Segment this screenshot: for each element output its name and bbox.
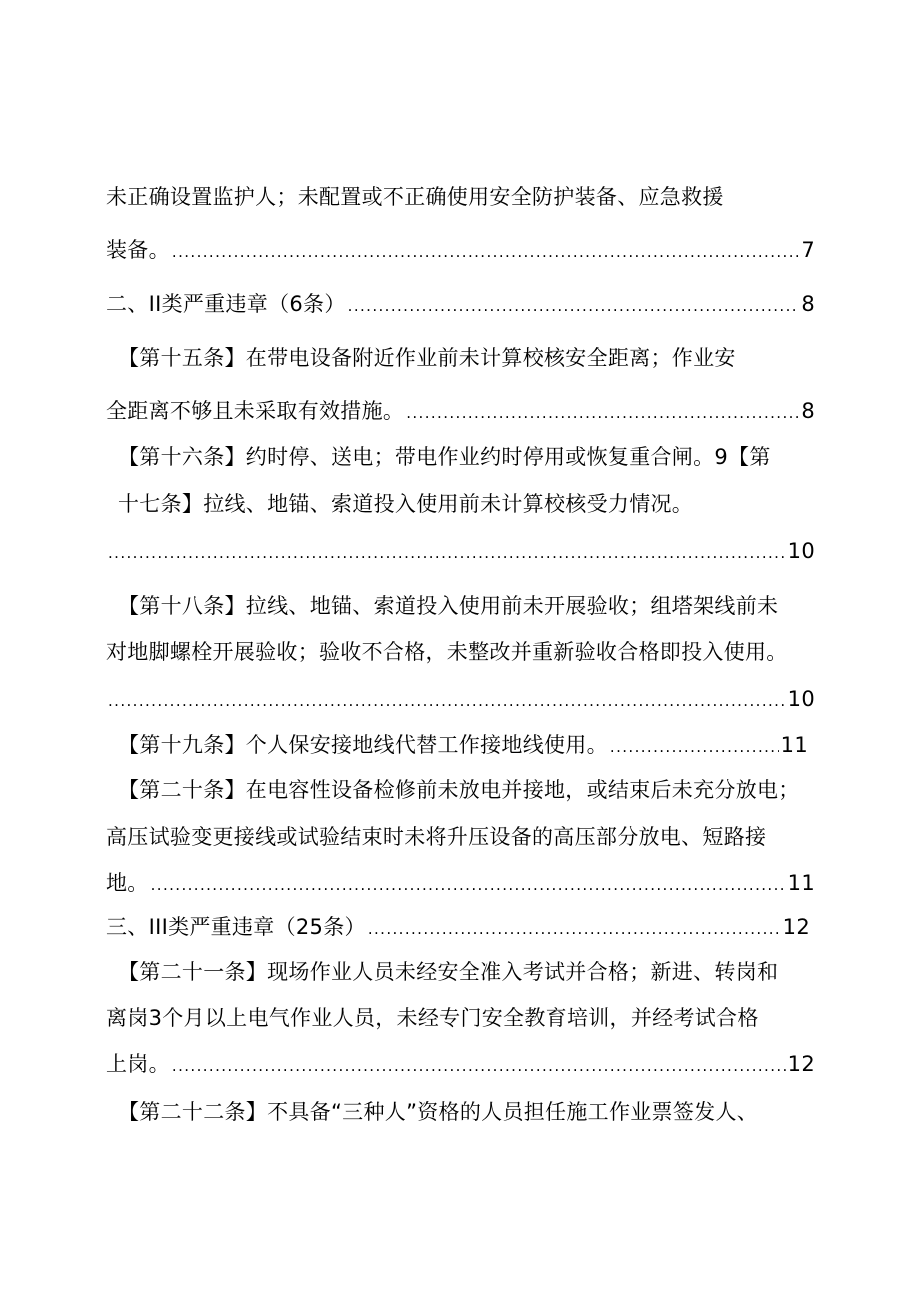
page-number: 8 (801, 399, 815, 423)
toc-section-title: 三、III类严重违章（25条） (106, 915, 366, 939)
toc-entry-article-20-end (106, 869, 815, 899)
dot-leader (151, 871, 786, 899)
page-number: 12 (787, 1052, 815, 1076)
dot-leader (108, 687, 786, 715)
dot-leader (108, 539, 786, 567)
toc-line-9: 【第十八条】拉线、地锚、索道投入使用前未开展验收；组塔架线前未 (118, 594, 779, 618)
dot-leader (368, 915, 781, 943)
toc-line-1: 未正确设置监护人；未配置或不正确使用安全防护装备、应急救援 (106, 185, 724, 209)
toc-entry-text: 上岗。 (106, 1052, 170, 1076)
toc-entry-text: 地。 (106, 871, 149, 895)
toc-section-2 (106, 290, 815, 320)
toc-section-title: 二、II类严重违章（6条） (106, 292, 346, 316)
page-number: 8 (801, 292, 815, 316)
page-number: 11 (780, 733, 808, 757)
page-number: 11 (787, 871, 815, 895)
toc-entry-article-14-end (106, 236, 815, 266)
toc-entry-text: 【第十九条】个人保安接地线代替工作接地线使用。 (118, 733, 608, 757)
toc-line-14: 高压试验变更接线或试验结束时未将升压设备的高压部分放电、短路接 (106, 825, 767, 849)
toc-line-4: 【第十五条】在带电设备附近作业前未计算校核安全距离；作业安 (118, 346, 736, 370)
toc-entry-article-17-end (106, 537, 815, 567)
dot-leader (406, 399, 799, 427)
toc-line-7: 十七条】拉线、地锚、索道投入使用前未计算校核受力情况。 (118, 492, 694, 516)
toc-entry-article-18-end (106, 685, 815, 715)
toc-entry-article-21-end (106, 1050, 815, 1080)
toc-entry-article-19 (118, 731, 808, 761)
toc-section-3 (106, 913, 810, 943)
toc-entry-text: 全距离不够且未采取有效措施。 (106, 399, 405, 423)
toc-entry-text: 装备。 (106, 238, 170, 262)
toc-entry-article-15 (106, 397, 815, 427)
page-number: 10 (787, 539, 815, 563)
toc-line-20: 【第二十二条】不具备“三种人”资格的人员担任施工作业票签发人、 (118, 1100, 759, 1124)
toc-line-17: 【第二十一条】现场作业人员未经安全准入考试并合格；新进、转岗和 (118, 960, 779, 984)
dot-leader (172, 238, 799, 266)
toc-line-6: 【第十六条】约时停、送电；带电作业约时停用或恢复重合闸。9【第 (118, 445, 771, 469)
toc-line-13: 【第二十条】在电容性设备检修前未放电并接地，或结束后未充分放电； (118, 778, 800, 802)
page-number: 12 (782, 915, 810, 939)
dot-leader (348, 292, 800, 320)
toc-line-10: 对地脚螺栓开展验收；验收不合格，未整改并重新验收合格即投入使用。 (106, 640, 788, 664)
dot-leader (172, 1052, 786, 1080)
toc-line-18: 离岗3个月以上电气作业人员，未经专门安全教育培训，并经考试合格 (106, 1006, 759, 1030)
page-number: 10 (787, 687, 815, 711)
page-number: 7 (801, 238, 815, 262)
dot-leader (610, 733, 779, 761)
